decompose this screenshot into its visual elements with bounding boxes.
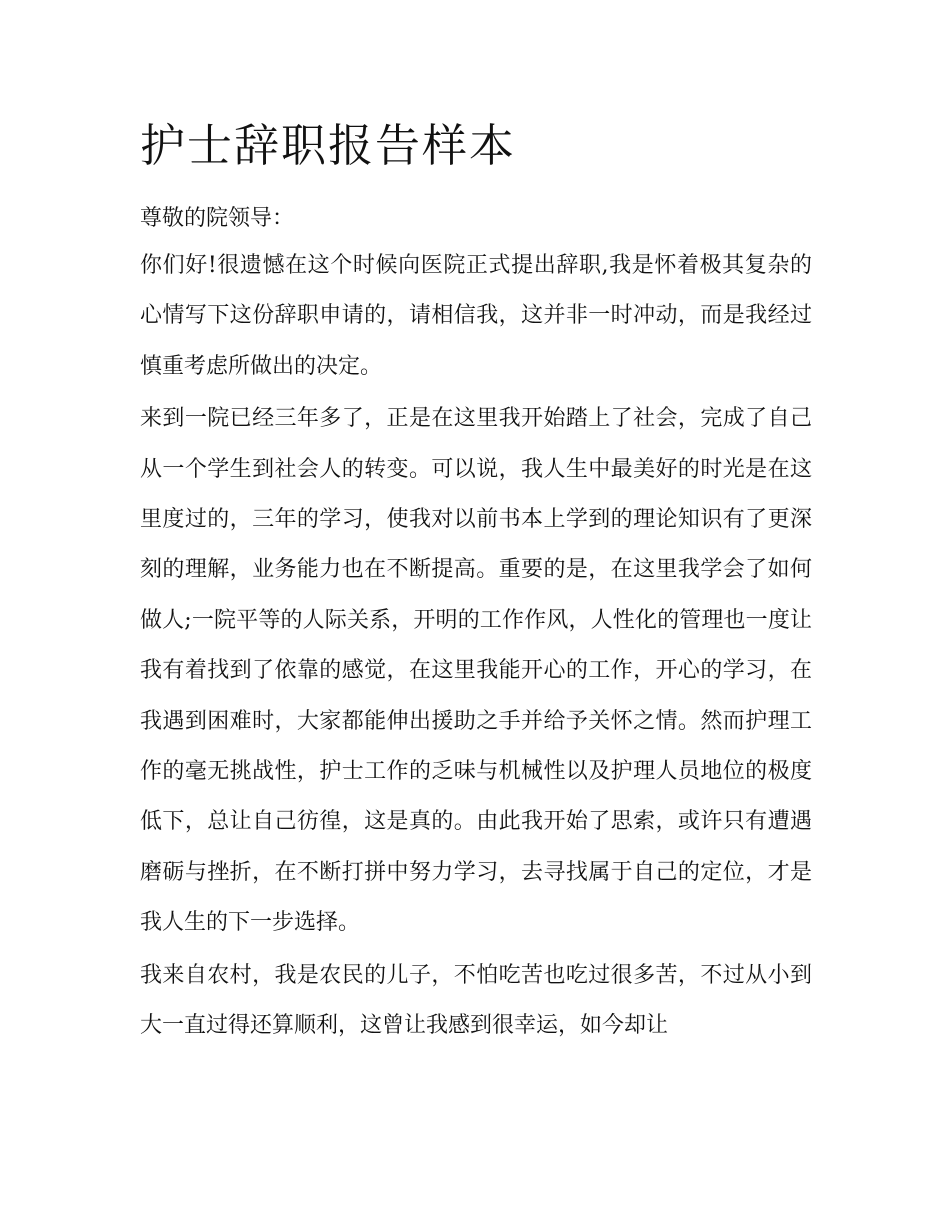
paragraph-opening: 你们好!很遗憾在这个时候向医院正式提出辞职,我是怀着极其复杂的心情写下这份辞职申请的，请相信我，这并非一时冲动，而是我经过慎重考虑所做出的决定。 bbox=[140, 253, 812, 379]
document-body bbox=[140, 114, 812, 1052]
document-title: 护士辞职报告样本 bbox=[140, 119, 517, 172]
paragraph-background: 我来自农村，我是农民的儿子，不怕吃苦也吃过很多苦，不过从小到大一直过得还算顺利，这曾让我感到很幸运，如今却让 bbox=[140, 962, 812, 1039]
salutation: 尊敬的院领导： bbox=[140, 206, 295, 231]
paragraph-experience: 来到一院已经三年多了，正是在这里我开始踏上了社会，完成了自己从一个学生到社会人的转变。可以说，我人生中最美好的时光是在这里度过的，三年的学习，使我对以前书本上学到的理论知识有了更深刻的理解，业务能力也在不断提高。重要的是，在这里我学会了如何做人;一院平等的人际关系，开明的工作作风，人性化的管理也一度让我有着找到了依靠的感觉，在这里我能开心的工作，开心的学习，在我遇到困难时，大家都能伸出援助之手并给予关怀之情。然而护理工作的毫无挑战性，护士工作的乏味与机械性以及护理人员地位的极度低下，总让自己彷徨，这是真的。由此我开始了思索，或许只有遭遇磨砺与挫折，在不断打拼中努力学习，去寻找属于自己的定位，才是我人生的下一步选择。 bbox=[140, 406, 812, 936]
